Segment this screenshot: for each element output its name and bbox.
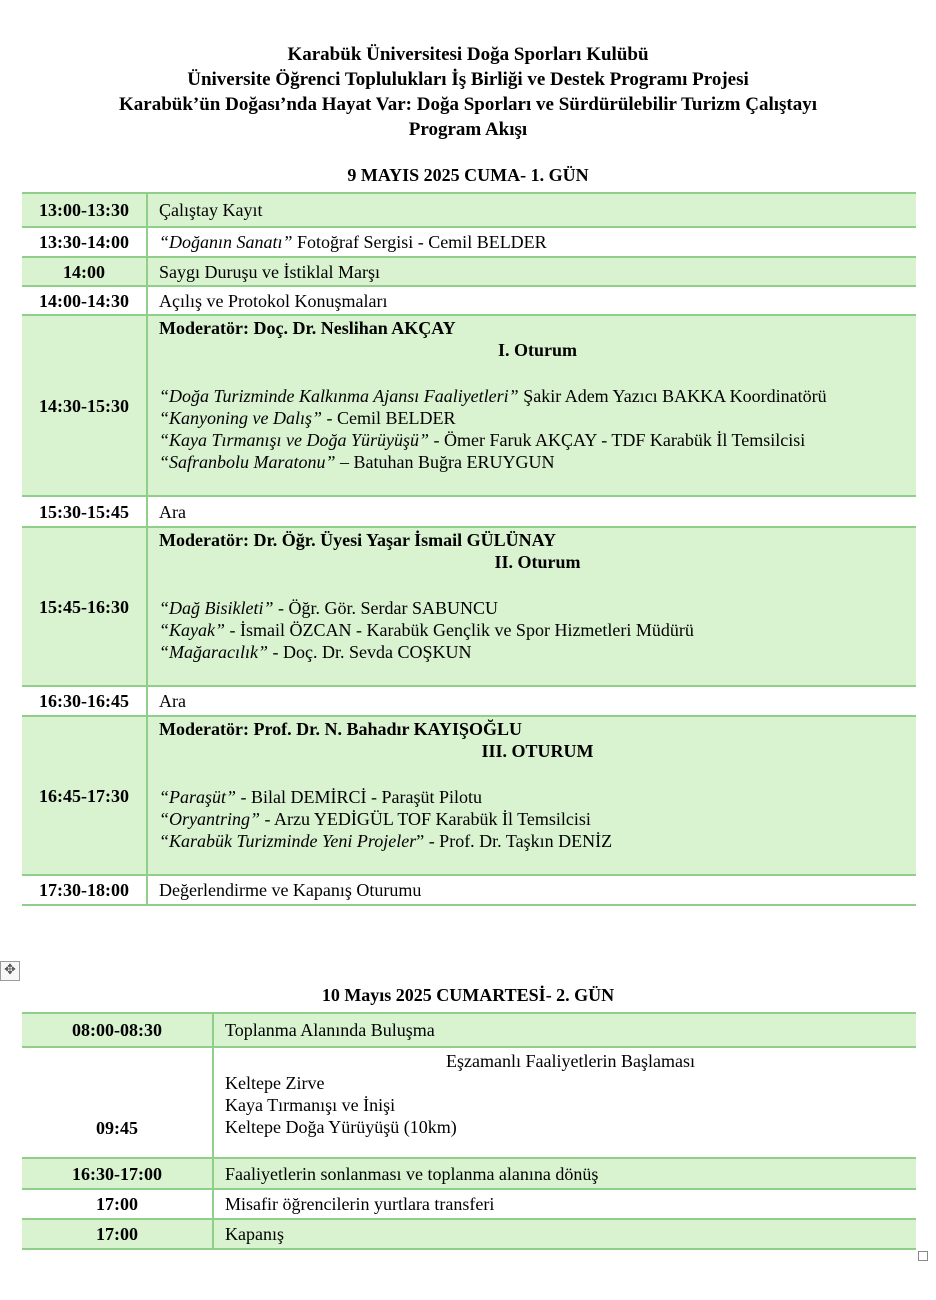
time-cell: 16:45-17:30 — [22, 716, 147, 875]
time-cell: 13:30-14:00 — [22, 227, 147, 257]
activity-title: “Doğanın Sanatı” — [159, 232, 293, 252]
talk-title: “Dağ Bisikleti” — [159, 598, 274, 618]
session-title: I. Oturum — [497, 340, 577, 360]
list-item: Keltepe Doğa Yürüyüşü (10km) — [225, 1117, 457, 1137]
activity-detail: Fotoğraf Sergisi - Cemil BELDER — [292, 232, 547, 252]
activity-cell: Çalıştay Kayıt — [147, 193, 916, 227]
talk-title: “Doğa Turizminde Kalkınma Ajansı Faaliyetleri” — [159, 386, 519, 406]
activity-cell: Saygı Duruşu ve İstiklal Marşı — [147, 257, 916, 286]
activity-cell: Misafir öğrencilerin yurtlara transferi — [213, 1189, 916, 1219]
talk-speaker: - Arzu YEDİGÜL TOF Karabük İl Temsilcisi — [260, 809, 591, 829]
time-cell: 14:00-14:30 — [22, 286, 147, 315]
talk-speaker: Şakir Adem Yazıcı BAKKA Koordinatörü — [518, 386, 827, 406]
time-cell: 13:00-13:30 — [22, 193, 147, 227]
talk-item — [159, 641, 916, 663]
table-move-handle-icon[interactable]: ✥ — [0, 961, 20, 981]
table-row — [22, 1189, 916, 1219]
doc-title-line2: Üniversite Öğrenci Toplulukları İş Birliği ve Destek Programı Projesi — [187, 69, 749, 90]
talk-title: “Paraşüt” — [159, 787, 237, 807]
activities-heading: Eşzamanlı Faaliyetlerin Başlaması — [446, 1051, 695, 1071]
talk-speaker: - Öğr. Gör. Serdar SABUNCU — [273, 598, 499, 618]
time-cell: 09:45 — [22, 1047, 213, 1158]
talk-item — [159, 385, 916, 407]
session-cell — [147, 315, 916, 496]
session-row — [22, 315, 916, 496]
talk-item — [159, 451, 916, 473]
talk-speaker: ” - Prof. Dr. Taşkın DENİZ — [416, 831, 613, 851]
talk-item — [159, 429, 916, 451]
activity-cell: Açılış ve Protokol Konuşmaları — [147, 286, 916, 315]
session-cell — [147, 527, 916, 686]
time-cell: 17:30-18:00 — [22, 875, 147, 905]
time-cell: 16:30-16:45 — [22, 686, 147, 716]
table-row — [22, 227, 916, 257]
talk-speaker: – Batuhan Buğra ERUYGUN — [335, 452, 555, 472]
session-row — [22, 527, 916, 686]
day2-schedule-table — [22, 1012, 916, 1250]
talk-title: “Oryantring” — [159, 809, 261, 829]
talk-item — [159, 407, 916, 429]
session-title: II. Oturum — [494, 552, 581, 572]
table-row — [22, 193, 916, 227]
doc-title-line1: Karabük Üniversitesi Doğa Sporları Kulübü — [287, 44, 649, 65]
talk-speaker: - Ömer Faruk AKÇAY - TDF Karabük İl Temsilcisi — [429, 430, 806, 450]
table-row — [22, 686, 916, 716]
doc-title-line4: Program Akışı — [408, 119, 528, 140]
table-row — [22, 875, 916, 905]
activity-cell: Ara — [147, 496, 916, 527]
activity-cell: Kapanış — [213, 1219, 916, 1249]
talk-speaker: - Bilal DEMİRCİ - Paraşüt Pilotu — [236, 787, 483, 807]
table-row — [22, 496, 916, 527]
talk-item — [159, 597, 916, 619]
moderator: Moderatör: Doç. Dr. Neslihan AKÇAY — [159, 318, 456, 338]
talk-title: “Mağaracılık” — [159, 642, 269, 662]
time-cell: 15:30-15:45 — [22, 496, 147, 527]
time-cell: 16:30-17:00 — [22, 1158, 213, 1189]
table-row — [22, 1013, 916, 1047]
talk-item — [159, 786, 916, 808]
talk-speaker: - Doç. Dr. Sevda COŞKUN — [268, 642, 472, 662]
table-row — [22, 1158, 916, 1189]
talk-title: “Kayak” — [159, 620, 226, 640]
time-cell: 14:30-15:30 — [22, 315, 147, 496]
day2-title: 10 Mayıs 2025 CUMARTESİ- 2. GÜN — [321, 985, 615, 1005]
moderator: Moderatör: Dr. Öğr. Üyesi Yaşar İsmail GÜLÜNAY — [159, 530, 556, 550]
list-item: Keltepe Zirve — [225, 1073, 325, 1093]
table-row — [22, 286, 916, 315]
moderator: Moderatör: Prof. Dr. N. Bahadır KAYIŞOĞLU — [159, 719, 523, 739]
list-item: Kaya Tırmanışı ve İnişi — [225, 1095, 396, 1115]
talk-title: “Kanyoning ve Dalış” — [159, 408, 323, 428]
talk-item — [159, 619, 916, 641]
table-resize-handle-icon[interactable] — [918, 1251, 928, 1261]
talk-speaker: - Cemil BELDER — [322, 408, 456, 428]
talk-title: “Safranbolu Maratonu” — [159, 452, 336, 472]
table-row — [22, 1047, 916, 1158]
day1-schedule-table — [22, 192, 916, 906]
table-row — [22, 1219, 916, 1249]
time-cell: 14:00 — [22, 257, 147, 286]
activity-cell — [213, 1047, 916, 1158]
day1-title: 9 MAYIS 2025 CUMA- 1. GÜN — [347, 165, 589, 185]
time-cell: 17:00 — [22, 1219, 213, 1249]
activity-cell: Değerlendirme ve Kapanış Oturumu — [147, 875, 916, 905]
doc-title-line3: Karabük’ün Doğası’nda Hayat Var: Doğa Sporları ve Sürdürülebilir Turizm Çalıştayı — [119, 94, 817, 115]
talk-speaker: - İsmail ÖZCAN - Karabük Gençlik ve Spor Hizmetleri Müdürü — [225, 620, 694, 640]
table-row — [22, 257, 916, 286]
activity-cell: Faaliyetlerin sonlanması ve toplanma alanına dönüş — [213, 1158, 916, 1189]
time-cell: 17:00 — [22, 1189, 213, 1219]
talk-item — [159, 830, 916, 852]
time-cell: 15:45-16:30 — [22, 527, 147, 686]
activity-cell — [147, 227, 916, 257]
session-cell — [147, 716, 916, 875]
time-cell: 08:00-08:30 — [22, 1013, 213, 1047]
activity-cell: Ara — [147, 686, 916, 716]
activity-cell: Toplanma Alanında Buluşma — [213, 1013, 916, 1047]
talk-item — [159, 808, 916, 830]
talk-title: “Kaya Tırmanışı ve Doğa Yürüyüşü” — [159, 430, 430, 450]
session-title: III. OTURUM — [481, 741, 594, 761]
session-row — [22, 716, 916, 875]
talk-title: “Karabük Turizminde Yeni Projeler — [159, 831, 417, 851]
